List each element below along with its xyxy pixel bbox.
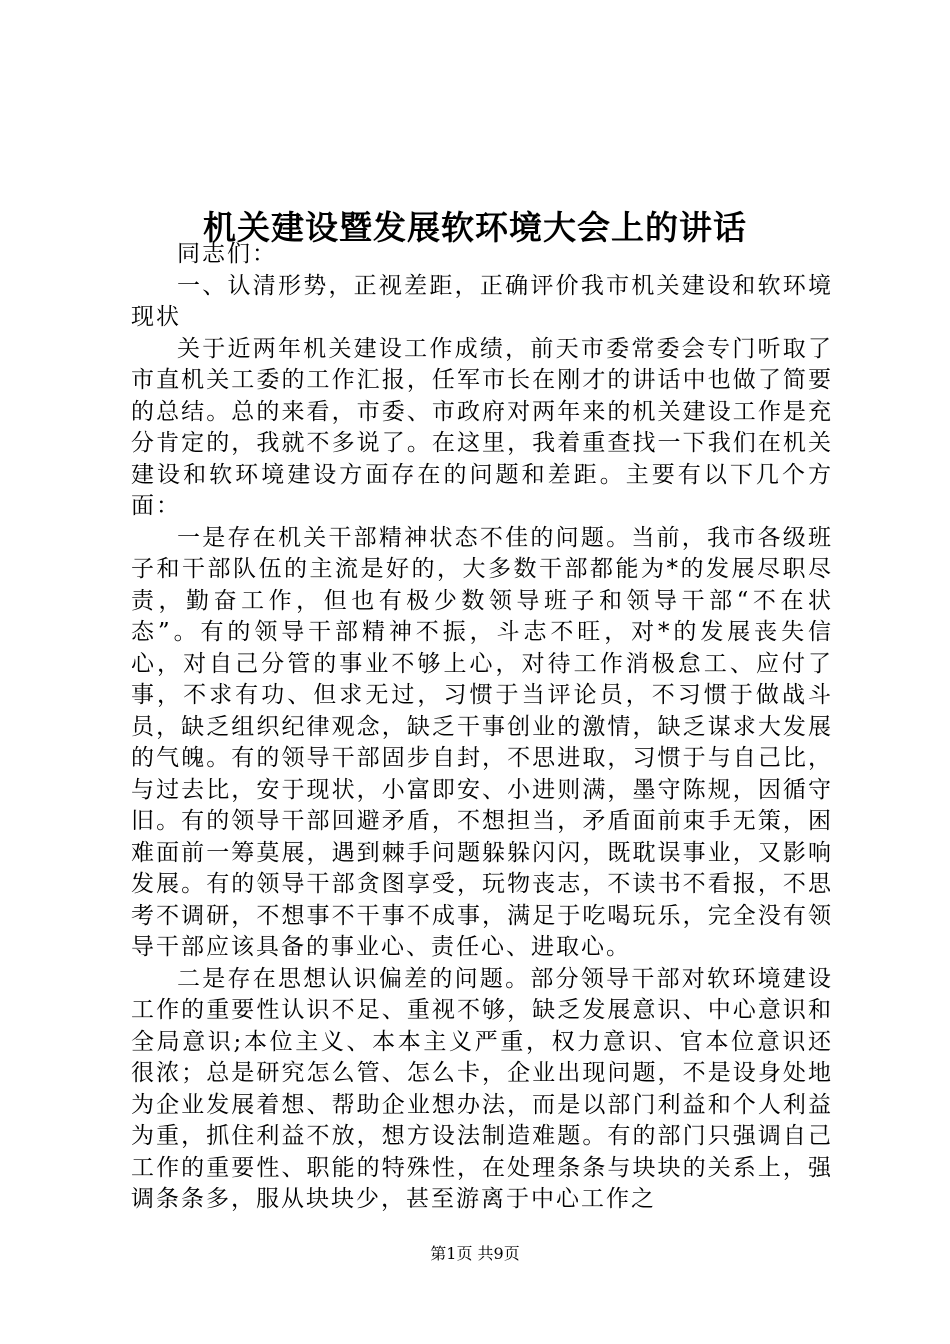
body-paragraph: 二是存在思想认识偏差的问题。部分领导干部对软环境建设工作的重要性认识不足、重视不够，缺乏发展意识、中心意识和全局意识;本位主义、本本主义严重，权力意识、官本位意识还很浓；总是研究怎么管、怎么卡，企业出现问题，不是设身处地为企业发展着想、帮助企业想办法，而是以部门利益和个人利益为重，抓住利益不放，想方设法制造难题。有的部门只强调自己工作的重要性、职能的特殊性，在处理条条与块块的关系上，强调条条多，服从块块少，甚至游离于中心工作之 [131, 965, 833, 1212]
document-body [131, 239, 833, 1216]
body-paragraph: 一是存在机关干部精神状态不佳的问题。当前，我市各级班子和干部队伍的主流是好的，大多数干部都能为*的发展尽职尽责，勤奋工作，但也有极少数领导班子和领导干部“不在状态”。有的领导干部精神不振，斗志不旺，对*的发展丧失信心，对自己分管的事业不够上心，对待工作消极怠工、应付了事，不求有功、但求无过，习惯于当评论员，不习惯于做战斗员，缺乏组织纪律观念，缺乏干事创业的激情，缺乏谋求大发展的气魄。有的领导干部固步自封，不思进取，习惯于与自己比，与过去比，安于现状，小富即安、小进则满，墨守陈规，因循守旧。有的领导干部回避矛盾，不想担当，矛盾面前束手无策，困难面前一筹莫展，遇到棘手问题躲躲闪闪，既耽误事业，又影响发展。有的领导干部贪图享受，玩物丧志，不读书不看报，不思考不调研，不想事不干事不成事，满足于吃喝玩乐，完全没有领导干部应该具备的事业心、责任心、进取心。 [131, 524, 833, 960]
page-number-footer: 第1页 共9页 [430, 1244, 520, 1263]
body-paragraph: 关于近两年机关建设工作成绩，前天市委常委会专门听取了市直机关工委的工作汇报，任军市长在刚才的讲话中也做了简要的总结。总的来看，市委、市政府对两年来的机关建设工作是充分肯定的，我就不多说了。在这里，我着重查找一下我们在机关建设和软环境建设方面存在的问题和差距。主要有以下几个方面： [131, 335, 833, 519]
section-heading-paragraph: 一、认清形势，正视差距，正确评价我市机关建设和软环境现状 [131, 272, 833, 330]
salutation-paragraph: 同志们： [177, 241, 277, 267]
document-title: 机关建设暨发展软环境大会上的讲话 [203, 208, 747, 248]
